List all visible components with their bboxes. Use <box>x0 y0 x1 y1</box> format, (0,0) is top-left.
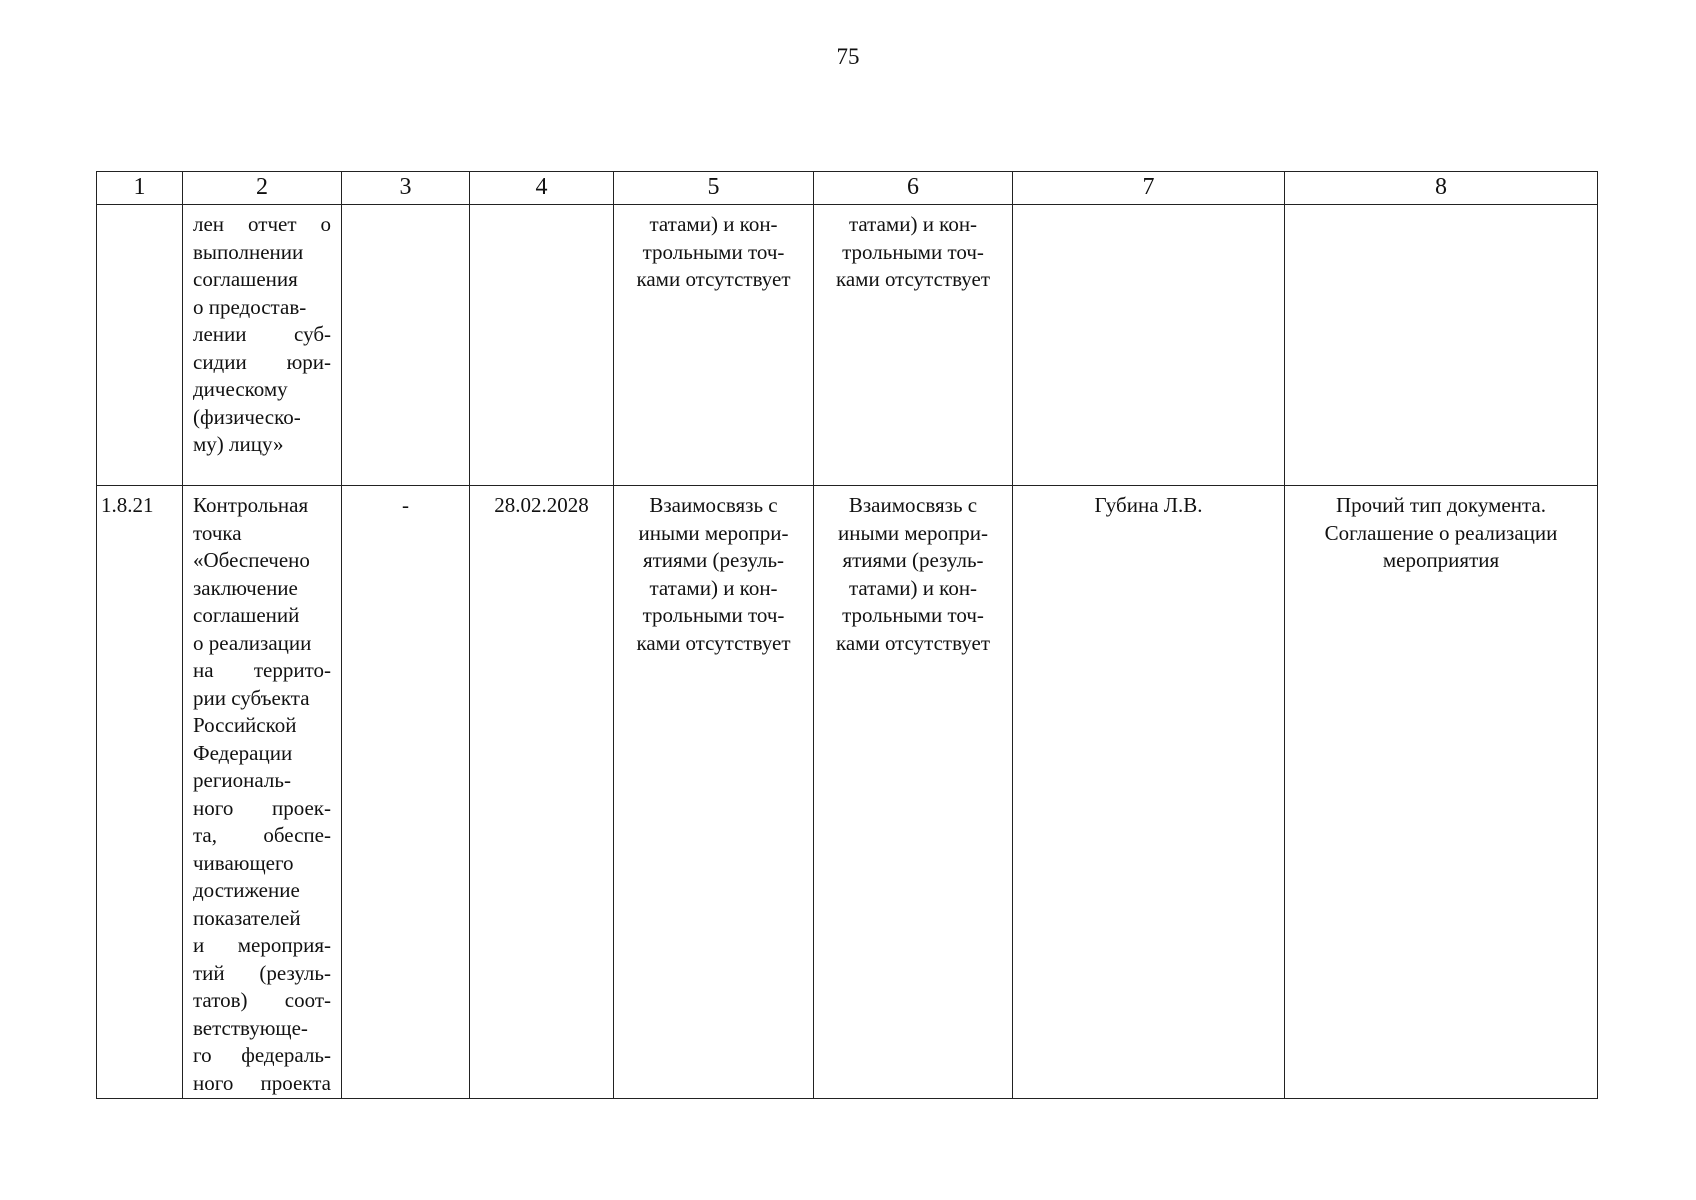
text-line: ками отсутствует <box>835 630 991 655</box>
header-col-4: 4 <box>470 172 614 205</box>
cell-col-5 <box>614 486 814 1099</box>
header-row <box>97 172 1598 205</box>
text-line: иными меропри- <box>638 520 789 545</box>
text-line: соглашений <box>193 603 300 627</box>
text-line: (физическо- <box>193 404 301 429</box>
text-line: ками отсутствует <box>636 267 791 291</box>
text-line: показателей <box>193 905 301 930</box>
cell-col-7 <box>1013 205 1285 486</box>
responsible-person: Губина Л.В. <box>1094 493 1203 517</box>
text-line: татами) и кон- <box>848 575 978 600</box>
text-line: ками отсутствует <box>835 267 991 291</box>
text-line: ного проекта <box>193 1070 331 1095</box>
text-line: точка <box>193 520 242 545</box>
table-row-continued <box>97 205 1598 486</box>
text-line: выполнении <box>193 239 304 264</box>
cell-col-4 <box>470 486 614 1099</box>
text-line: иными меропри- <box>838 520 988 545</box>
header-col-2: 2 <box>183 172 342 205</box>
text-line: Контрольная <box>193 493 309 517</box>
cell-col-8 <box>1285 205 1598 486</box>
row-number: 1.8.21 <box>101 493 154 517</box>
header-col-1: 1 <box>97 172 183 205</box>
relation-text <box>814 205 1012 294</box>
text-line: рии субъекта <box>193 685 310 710</box>
text-line: Взаимосвязь с <box>649 493 778 517</box>
description-text <box>183 486 341 1097</box>
header-col-3: 3 <box>342 172 470 205</box>
relation-text <box>614 205 813 294</box>
cell-description <box>183 486 342 1099</box>
cell-col-6 <box>814 205 1013 486</box>
text-line: дическому <box>193 377 288 401</box>
text-line: Соглашение о реализации <box>1324 520 1558 545</box>
date-value: 28.02.2028 <box>494 493 589 517</box>
header-col-5: 5 <box>614 172 814 205</box>
text-line: сидии юри- <box>193 349 331 374</box>
text-line: ветствующе- <box>193 1015 308 1040</box>
text-line: на террито- <box>193 658 331 682</box>
text-line: тий (резуль- <box>193 960 331 985</box>
text-line: трольными точ- <box>642 239 785 264</box>
text-line: Прочий тип документа. <box>1336 493 1546 517</box>
table-row-1-8-21 <box>97 486 1598 1099</box>
header-col-6: 6 <box>814 172 1013 205</box>
relation-text <box>814 486 1012 657</box>
text-line: заключение <box>193 575 298 600</box>
text-line: ного проек- <box>193 795 331 820</box>
text-line: региональ- <box>193 768 291 792</box>
text-line: достижение <box>193 878 300 902</box>
text-line: трольными точ- <box>842 239 984 264</box>
text-line: му) лицу» <box>193 432 284 456</box>
cell-number <box>97 205 183 486</box>
text-line: ятиями (резуль- <box>842 548 984 572</box>
text-line: татами) и кон- <box>649 575 778 600</box>
text-line: о реализации <box>193 630 312 655</box>
cell-col-6 <box>814 486 1013 1099</box>
header-col-7: 7 <box>1013 172 1285 205</box>
cell-col-3 <box>342 205 470 486</box>
cell-col-8 <box>1285 486 1598 1099</box>
dash-value: - <box>402 493 409 517</box>
page-number: 75 <box>836 44 860 69</box>
cell-col-7 <box>1013 486 1285 1099</box>
description-text <box>183 205 341 459</box>
text-line: трольными точ- <box>842 603 984 627</box>
cell-col-3 <box>342 486 470 1099</box>
text-line: го федераль- <box>193 1043 331 1067</box>
text-line: мероприятия <box>1382 548 1500 572</box>
relation-text <box>614 486 813 657</box>
text-line: татами) и кон- <box>649 212 778 236</box>
text-line: лен отчет о <box>193 212 331 236</box>
text-line: Взаимосвязь с <box>848 493 978 517</box>
text-line: ками отсутствует <box>636 630 791 655</box>
plan-table <box>96 171 1598 1099</box>
text-line: о предостав- <box>193 294 307 319</box>
text-line: лении суб- <box>193 322 331 346</box>
cell-number <box>97 486 183 1099</box>
cell-col-5 <box>614 205 814 486</box>
header-col-8: 8 <box>1285 172 1598 205</box>
text-line: «Обеспечено <box>193 548 310 572</box>
text-line: чивающего <box>193 850 294 875</box>
cell-col-4 <box>470 205 614 486</box>
text-line: и мероприя- <box>193 933 331 957</box>
text-line: ятиями (резуль- <box>642 548 785 572</box>
document-type <box>1285 486 1597 575</box>
text-line: трольными точ- <box>642 603 785 627</box>
text-line: соглашения <box>193 267 298 291</box>
text-line: Федерации <box>193 740 293 765</box>
cell-description <box>183 205 342 486</box>
text-line: татов) соот- <box>193 988 331 1012</box>
text-line: татами) и кон- <box>848 212 978 236</box>
text-line: та, обеспе- <box>193 823 331 847</box>
text-line: Российской <box>193 713 297 737</box>
